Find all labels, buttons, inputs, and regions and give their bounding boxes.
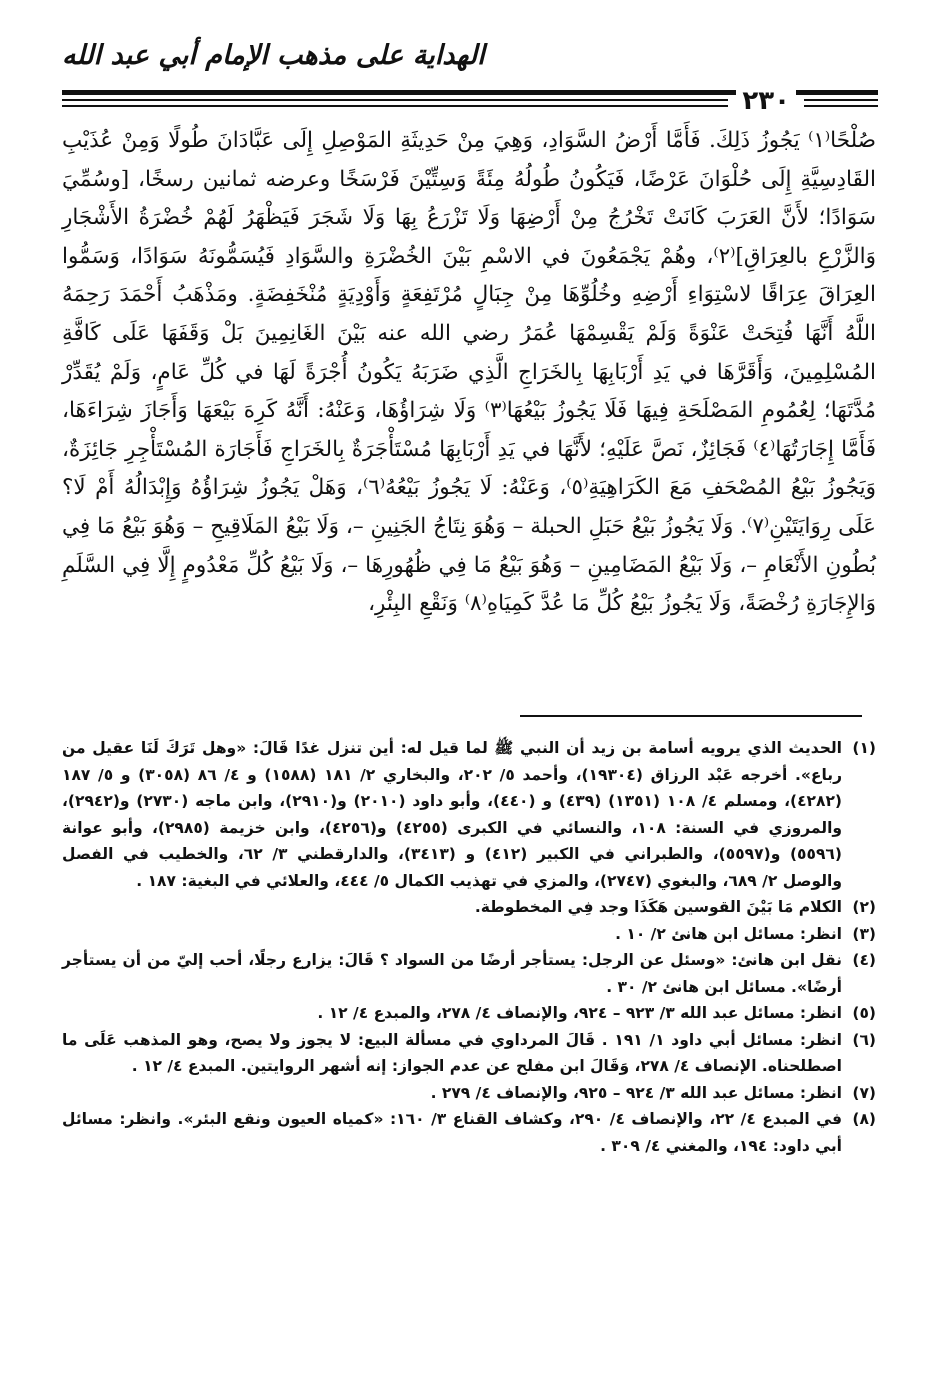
footnote-number: (٥) [852,1004,876,1022]
footnote [62,1000,876,1027]
footnote-number: (٣) [852,924,876,943]
footnote [62,1080,876,1107]
main-text [62,122,876,624]
footnote-text: الحديث الذي يرويه أسامة بن زيد أن النبي ﷺ لما قيل له: أين تنزل غدًا قَالَ: «وهل تَرَكَ لَنَا عقيل من رباع». أخرجه عَبْد الرزاق (١٩٣٠٤)، وأحمد ٥/ ٢٠٢، والبخاري ٢/ ١٨١ (١٥٨٨) و ٤/ ٨٦ (٣٠٥٨) و ٥/ ١٨٧ (٤٢٨٢)، ومسلم ٤/ ١٠٨ (١٣٥١) (٤٣٩) و (٤٤٠)، وأبو داود (٢٠١٠) و(٢٩١٠)، وابن ماجه (٢٧٣٠) و(٢٩٤٢)، والمروزي في السنة: ١٠٨، والنسائي في الكبرى (٤٢٥٥) و(٤٢٥٦)، وابن خزيمة (٢٩٨٥)، وأبو عوانة (٥٥٩٦) و(٥٥٩٧)، والطبراني في الكبير (٤١٢) و (٣٤١٣)، والدارقطني ٣/ ٦٢، والخطيب في الفصل والوصل ٢/ ٦٨٩، والبغوي (٢٧٤٧)، والمزي في تهذيب الكمال ٥/ ٤٤٤، والعلائي في البغية: ١٨٧ . [62,739,843,890]
footnote [62,1027,876,1080]
book-title: الهداية على مذهب الإمام أبي عبد الله [62,40,485,71]
footnote [62,1106,876,1159]
footnote [62,947,876,1000]
header-rule-thin [804,105,878,107]
footnote-number: (٨) [852,1110,876,1128]
footnote-separator [520,715,862,717]
footnote-text: الكلام مَا بَيْنَ القوسين هَكَذَا وجد فِي المخطوطة. [474,898,842,916]
footnote-text: انظر: مسائل عبد الله ٣/ ٩٢٣ – ٩٢٤، والإنصاف ٤/ ٢٧٨، والمبدع ٤/ ١٢ . [317,1004,842,1022]
footnote-number: (٤) [852,951,876,969]
footnotes [62,735,876,1159]
header-rule-thin [62,105,728,107]
footnote-text: انظر: مسائل أبي داود ١/ ١٩١ . قَالَ المرداوي في مسألة البيع: لا يجوز ولا يصح، وهو المذهب عَلَى ما اصطلحناه. الإنصاف ٤/ ٢٧٨، وَقَالَ ابن مفلح عن عدم الجواز: إنه أشهر الروايتين. المبدع ٤/ ١٢ . [62,1030,842,1075]
footnote [62,921,876,948]
footnote-number: (٢) [852,898,876,916]
footnote-text: انظر: مسائل ابن هانئ ٢/ ١٠ . [615,924,842,943]
header-rule-thin [62,99,728,101]
footnote-text: في المبدع ٤/ ٢٢، والإنصاف ٤/ ٢٩٠، وكشاف القناع ٣/ ١٦٠: «كمياه العيون ونقع البئر». وانظر: مسائل أبي داود: ١٩٤، والمغني ٤/ ٣٠٩ . [62,1110,843,1155]
footnote [62,735,876,894]
footnote-number: (٧) [852,1083,876,1102]
main-paragraph: صُلْحًا⁽١⁾ يَجُوزُ ذَلِكَ. فَأَمَّا أَرْضُ السَّوَادِ، وَهِيَ مِنْ حَدِيثَةِ المَوْصِلِ إِلَى عَبَّادَانَ طُولًا وَمِنْ عُذَيْبِ القَادِسِيَّةِ إِلَى حُلْوَانَ عَرْضًا، فَيَكُونُ طُولُهُ مِئَةً وَسِتِّيْنَ فَرْسَخًا وعرضه ثمانين رسخًا، [وسُمِّيَ سَوَادًا؛ لأَنَّ العَرَبَ كَانَتْ تَخْرُجُ مِنْ أَرْضِهَا وَلَا تَزْرَعُ بِهَا وَلَا شَجَرَ فَيَظْهَرُ لَهُمْ خُضْرَةُ الأَشْجَارِ وَالزَّرْعِ بالعِرَاقِ]⁽٢⁾، وهُمْ يَجْمَعُونَ في الاسْمِ بَيْنَ الخُضْرَةِ والسَّوَادِ فَيُسَمُّونَهُ سَوَادًا، وَسَمُّوا العِرَاقَ عِرَاقًا لاسْتِوَاءِ أَرْضِهِ وخُلُوِّهَا مِنْ جِبَالٍ مُرْتَفِعَةٍ وَأَوْدِيَةٍ مُنْخَفِضَةٍ. ومَذْهَبُ أَحْمَدَ رَحِمَهُ اللَّهُ أَنَّهَا فُتِحَتْ عَنْوَةً وَلَمْ يَقْسِمْهَا عُمَرُ رضي الله عنه بَيْنَ الغَانِمِينَ بَلْ وَقَفَهَا عَلَى كَافَّةِ المُسْلِمِينَ، وَأَقَرَّهَا في يَدِ أَرْبَابِهَا بِالخَرَاجِ الَّذِي ضَرَبَهُ يَكُونُ أُجْرَةً لَهَا في كُلِّ عَامٍ، وَلَمْ يُقَدِّرْ مُدَّتَهَا؛ لِعُمُومِ المَصْلَحَةِ فِيهَا فَلَا يَجُوزُ بَيْعُهَا⁽٣⁾ وَلَا شِرَاؤُهَا، وَعَنْهُ: أَنَّهُ كَرِهَ بَيْعَهَا وَأَجَازَ شِرَاءَهَا، فَأَمَّا إِجَارَتُهَا⁽٤⁾ فَجَائِزٌ، نَصَّ عَلَيْهِ؛ لأَنَّهَا في يَدِ أَرْبَابِهَا مُسْتَأْجَرَةٌ بِالخَرَاجِ فَأَجَارَة المُسْتَأْجِرِ جَائِزَةٌ، وَيَجُوزُ بَيْعُ المُصْحَفِ مَعَ الكَرَاهِيَةِ⁽٥⁾، وَعَنْهُ: لَا يَجُوزُ بَيْعُهُ⁽٦⁾، وَهَلْ يَجُوزُ شِرَاؤُهُ وَإِبْدَالُهُ أَمْ لَا؟ عَلَى رِوَايَتَيْنِ⁽٧⁾. وَلَا يَجُوزُ بَيْعُ حَبَلِ الحبلة – وَهُوَ نِتَاجُ الجَنِينِ –، وَلَا بَيْعُ المَلَاقِيحِ – وَهُوَ بَيْعُ مَا فِي بُطُونِ الأَنْعَامِ –، وَلَا بَيْعُ المَضَامِينِ – وَهُوَ بَيْعُ مَا فِي ظُهُورِهَا –، وَلَا بَيْعُ كُلِّ مَعْدُومٍ إِلَّا فِي السَّلَمِ وَالإِجَارَةِ رُخْصَةً، وَلَا يَجُوزُ بَيْعُ كُلِّ مَا عُدَّ كَمِيَاهِ⁽٨⁾ وَنَقْعِ البِئْرِ، [62,128,877,617]
footnote-number: (٦) [852,1030,876,1049]
footnote-text: انظر: مسائل عبد الله ٣/ ٩٢٤ – ٩٢٥، والإنصاف ٤/ ٢٧٩ . [430,1083,842,1102]
page-number: ٢٣٠ [736,86,796,116]
footnote-number: (١) [852,739,876,757]
footnote-text: نقل ابن هانئ: «وسئل عن الرجل: يستأجر أرضًا من السواد ؟ قَالَ: يزارع رجلًا، أحب إليّ من أن يستأجر أرضًا». مسائل ابن هانئ ٢/ ٣٠ . [62,951,842,996]
running-header [62,30,878,118]
header-rule-thin [804,99,878,101]
footnote [62,894,876,921]
